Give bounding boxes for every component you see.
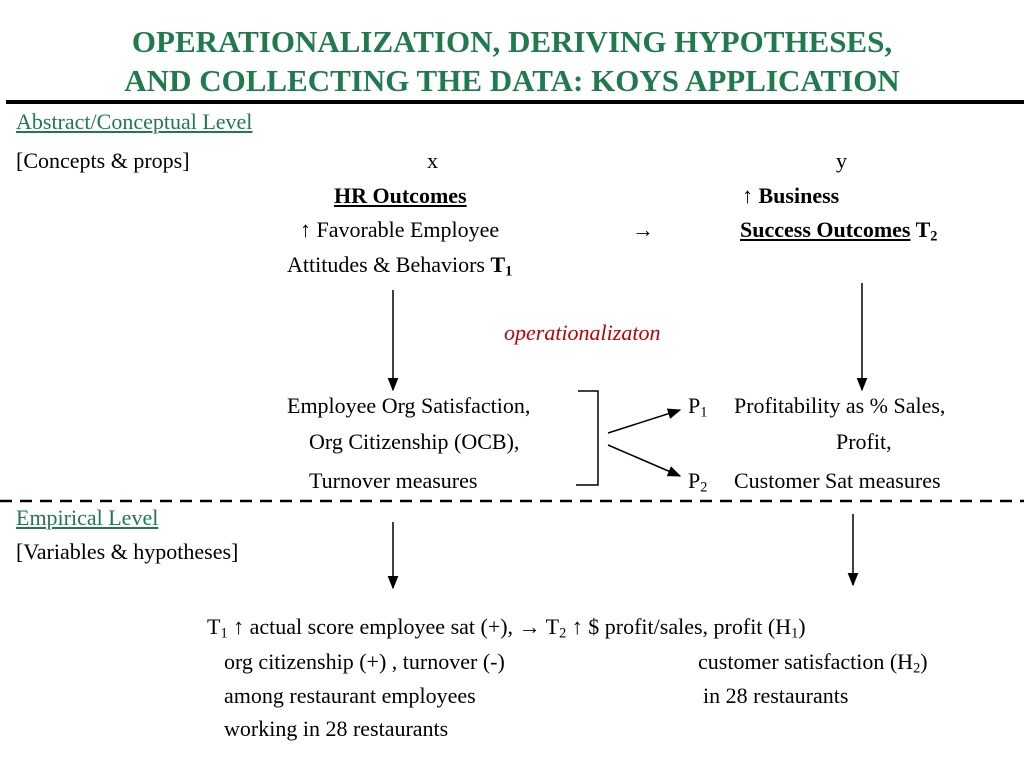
profit-text: $ profit/sales, profit $(H_1)$ [588, 614, 806, 642]
hr-outcomes-label: HR Outcomes [334, 183, 467, 208]
success-outcomes-text: Success Outcomes [740, 217, 911, 242]
attitudes-text: Attitudes & Behaviors [287, 252, 485, 277]
measure-right-line-3: Customer Sat measures [734, 468, 941, 493]
hypothesis-line-3-right: in 28 restaurants [703, 683, 849, 708]
empirical-level-heading: Empirical Level [16, 505, 159, 530]
t1-hyp-label: $T_1$ [207, 614, 228, 642]
title-line-1: OPERATIONALIZATION, DERIVING HYPOTHESES, [131, 24, 893, 59]
business-text: Business [758, 183, 840, 208]
p1-arrow [608, 410, 680, 433]
concepts-label: [Concepts & props] [16, 148, 190, 173]
hypothesis-line-2-right: customer satisfaction $(H_2)$ [698, 649, 928, 677]
hypothesis-line-3-left: among restaurant employees [224, 683, 476, 708]
attitudes-line [287, 252, 513, 280]
business-line [742, 185, 839, 207]
measure-left-line-2: Org Citizenship (OCB), [309, 429, 520, 454]
p2-arrow [608, 445, 680, 476]
employee-sat-text: actual score employee sat (+), [249, 614, 514, 639]
variables-label: [Variables & hypotheses] [16, 539, 239, 564]
causal-arrow-icon: → [518, 614, 541, 639]
hypothesis-line-1-left [207, 614, 806, 642]
causal-arrow-icon: → [632, 217, 654, 242]
measure-right-line-1: Profitability as % Sales, [734, 393, 946, 418]
up-arrow-icon: ↑ [571, 614, 583, 639]
hypothesis-line-4-left: working in 28 restaurants [224, 716, 449, 741]
measure-right-line-2: Profit, [836, 429, 892, 454]
x-label: x [427, 148, 438, 173]
t1-label: $T_1$ [490, 252, 513, 280]
hypothesis-line-2-left: org citizenship (+) , turnover (-) [224, 649, 505, 674]
operationalization-label: operationalizaton [504, 320, 661, 345]
title-line-2: AND COLLECTING THE DATA: KOYS APPLICATION [124, 63, 900, 98]
p1-label: $P_1$ [688, 393, 708, 421]
t2-label: $T_2$ [915, 217, 938, 245]
up-arrow-icon: ↑ [742, 183, 753, 208]
measure-left-line-1: Employee Org Satisfaction, [287, 393, 531, 418]
favorable-employee-text: Favorable Employee [316, 217, 500, 242]
t2-hyp-label: $T_2$ [545, 614, 567, 642]
abstract-level-heading: Abstract/Conceptual Level [16, 109, 253, 134]
p2-label: $P_2$ [688, 468, 708, 496]
up-arrow-icon: ↑ [300, 217, 311, 242]
up-arrow-icon: ↑ [233, 614, 245, 639]
favorable-employee-line [300, 219, 499, 241]
measure-left-line-3: Turnover measures [309, 468, 478, 493]
measures-bracket [576, 391, 598, 485]
success-outcomes-line [740, 217, 938, 245]
y-label: y [836, 148, 847, 173]
